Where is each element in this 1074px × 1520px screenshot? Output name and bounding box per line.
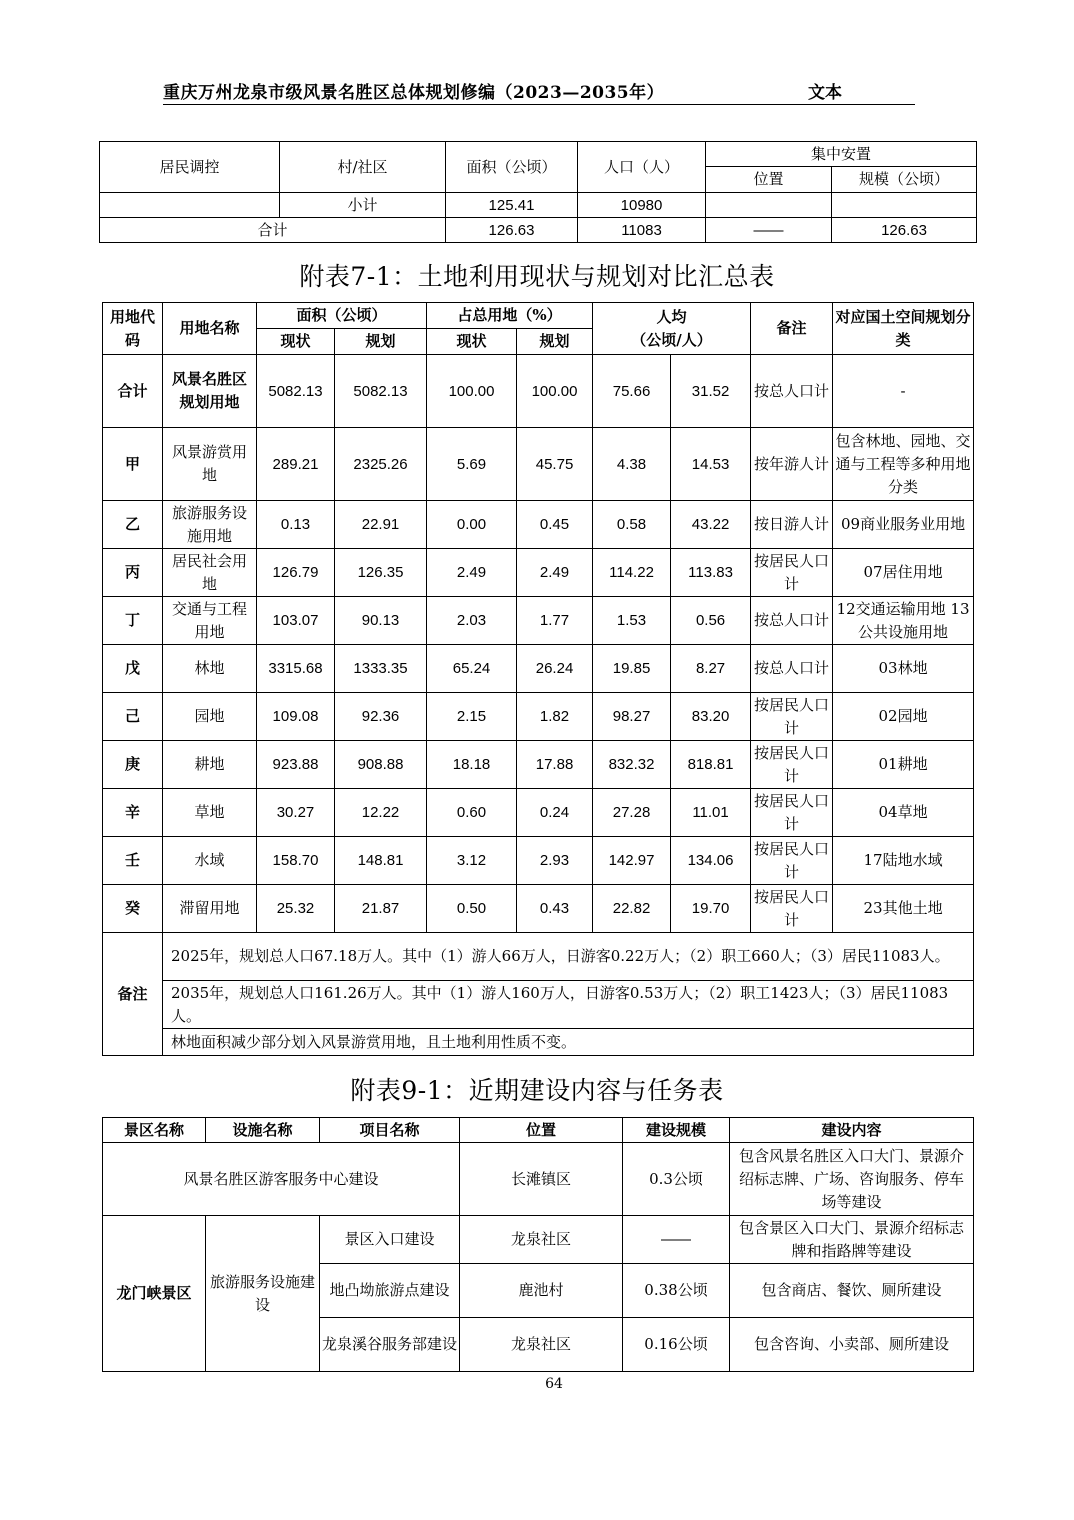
area-planned: 12.22 xyxy=(335,789,427,837)
land-use-row xyxy=(103,597,974,645)
visitor-center-scale: 0.3公顷 xyxy=(623,1143,730,1216)
header-share-planned: 规划 xyxy=(517,329,593,355)
table-7-1-caption: 附表7-1：土地利用现状与规划对比汇总表 xyxy=(299,262,775,291)
per-capita-planned: 0.56 xyxy=(671,597,751,645)
project-content: 包含景区入口大门、景源介绍标志牌和指路牌等建设 xyxy=(730,1216,974,1264)
header-village: 村/社区 xyxy=(280,142,446,193)
share-planned: 0.24 xyxy=(517,789,593,837)
share-planned: 0.45 xyxy=(517,501,593,549)
land-name: 风景游赏用地 xyxy=(163,428,257,501)
header-project-name: 项目名称 xyxy=(320,1118,460,1143)
header-area: 面积（公顷） xyxy=(446,142,578,193)
land-code: 乙 xyxy=(103,501,163,549)
area-planned: 5082.13 xyxy=(335,355,427,428)
per-capita-planned: 14.53 xyxy=(671,428,751,501)
area-planned: 148.81 xyxy=(335,837,427,885)
area-current: 158.70 xyxy=(257,837,335,885)
share-planned: 45.75 xyxy=(517,428,593,501)
land-name: 旅游服务设施用地 xyxy=(163,501,257,549)
subtotal-population: 10980 xyxy=(578,193,706,218)
project-name: 景区入口建设 xyxy=(320,1216,460,1264)
header-category: 居民调控 xyxy=(100,142,280,193)
per-capita-current: 98.27 xyxy=(593,693,671,741)
national-class: 包含林地、园地、交通与工程等多种用地分类 xyxy=(833,428,974,501)
project-scale: 0.38公顷 xyxy=(623,1264,730,1318)
header-note: 备注 xyxy=(751,303,833,355)
land-name: 林地 xyxy=(163,645,257,693)
area-planned: 2325.26 xyxy=(335,428,427,501)
residents-table xyxy=(99,141,977,243)
project-scale: —— xyxy=(623,1216,730,1264)
per-capita-planned: 818.81 xyxy=(671,741,751,789)
land-name: 园地 xyxy=(163,693,257,741)
land-use-row xyxy=(103,645,974,693)
facility-name: 旅游服务设施建设 xyxy=(206,1216,320,1372)
scenic-area-name: 龙门峡景区 xyxy=(103,1216,206,1372)
land-code: 丁 xyxy=(103,597,163,645)
land-code: 癸 xyxy=(103,885,163,933)
note: 按居民人口计 xyxy=(751,549,833,597)
share-current: 18.18 xyxy=(427,741,517,789)
share-current: 0.00 xyxy=(427,501,517,549)
area-current: 3315.68 xyxy=(257,645,335,693)
project-scale: 0.16公顷 xyxy=(623,1318,730,1372)
land-code: 壬 xyxy=(103,837,163,885)
area-planned: 22.91 xyxy=(335,501,427,549)
land-use-row xyxy=(103,355,974,428)
per-capita-current: 19.85 xyxy=(593,645,671,693)
table-9-1-caption: 附表9-1：近期建设内容与任务表 xyxy=(350,1076,724,1105)
header-area-name: 景区名称 xyxy=(103,1118,206,1143)
remarks-label: 备注 xyxy=(103,933,163,1056)
header-code: 用地代码 xyxy=(103,303,163,355)
subtotal-label: 小计 xyxy=(280,193,446,218)
national-class: 02园地 xyxy=(833,693,974,741)
note: 按年游人计 xyxy=(751,428,833,501)
total-position: —— xyxy=(706,218,832,243)
share-planned: 1.77 xyxy=(517,597,593,645)
header-build-content: 建设内容 xyxy=(730,1118,974,1143)
area-current: 289.21 xyxy=(257,428,335,501)
header-share: 占总用地（%） xyxy=(427,303,593,329)
share-planned: 2.93 xyxy=(517,837,593,885)
share-planned: 26.24 xyxy=(517,645,593,693)
share-planned: 1.82 xyxy=(517,693,593,741)
header-position: 位置 xyxy=(706,167,832,193)
project-name: 地凸坳旅游点建设 xyxy=(320,1264,460,1318)
share-current: 2.03 xyxy=(427,597,517,645)
share-current: 2.15 xyxy=(427,693,517,741)
share-planned: 17.88 xyxy=(517,741,593,789)
area-planned: 126.35 xyxy=(335,549,427,597)
national-class: 03林地 xyxy=(833,645,974,693)
per-capita-planned: 83.20 xyxy=(671,693,751,741)
header-area: 面积（公顷） xyxy=(257,303,427,329)
header-share-current: 现状 xyxy=(427,329,517,355)
land-use-row xyxy=(103,428,974,501)
total-scale: 126.63 xyxy=(832,218,977,243)
area-planned: 92.36 xyxy=(335,693,427,741)
share-current: 100.00 xyxy=(427,355,517,428)
blank-cell xyxy=(100,193,280,218)
subtotal-position xyxy=(706,193,832,218)
per-capita-current: 142.97 xyxy=(593,837,671,885)
remark-forest: 林地面积减少部分划入风景游赏用地，且土地利用性质不变。 xyxy=(163,1029,974,1056)
area-current: 0.13 xyxy=(257,501,335,549)
project-location: 龙泉社区 xyxy=(460,1318,623,1372)
header-per-capita-unit: （公顷/人） xyxy=(631,330,712,349)
header-build-scale: 建设规模 xyxy=(623,1118,730,1143)
area-current: 5082.13 xyxy=(257,355,335,428)
per-capita-planned: 19.70 xyxy=(671,885,751,933)
project-location: 龙泉社区 xyxy=(460,1216,623,1264)
area-current: 126.79 xyxy=(257,549,335,597)
per-capita-current: 22.82 xyxy=(593,885,671,933)
subtotal-area: 125.41 xyxy=(446,193,578,218)
area-planned: 908.88 xyxy=(335,741,427,789)
per-capita-current: 27.28 xyxy=(593,789,671,837)
note: 按居民人口计 xyxy=(751,741,833,789)
header-central-resettlement: 集中安置 xyxy=(706,142,977,167)
header-scale: 规模（公顷） xyxy=(832,167,977,193)
land-use-row xyxy=(103,549,974,597)
land-code: 丙 xyxy=(103,549,163,597)
land-use-row xyxy=(103,789,974,837)
land-use-row xyxy=(103,885,974,933)
national-class: 23其他土地 xyxy=(833,885,974,933)
note: 按居民人口计 xyxy=(751,885,833,933)
share-current: 3.12 xyxy=(427,837,517,885)
share-current: 0.50 xyxy=(427,885,517,933)
header-area-current: 现状 xyxy=(257,329,335,355)
header-name: 用地名称 xyxy=(163,303,257,355)
land-code: 合计 xyxy=(103,355,163,428)
area-planned: 90.13 xyxy=(335,597,427,645)
share-planned: 0.43 xyxy=(517,885,593,933)
area-current: 109.08 xyxy=(257,693,335,741)
land-use-table xyxy=(102,302,974,1056)
area-current: 103.07 xyxy=(257,597,335,645)
land-name: 交通与工程用地 xyxy=(163,597,257,645)
note: 按居民人口计 xyxy=(751,693,833,741)
total-label: 合计 xyxy=(100,218,446,243)
project-name: 龙泉溪谷服务部建设 xyxy=(320,1318,460,1372)
share-current: 0.60 xyxy=(427,789,517,837)
per-capita-current: 114.22 xyxy=(593,549,671,597)
national-class: 12交通运输用地 13公共设施用地 xyxy=(833,597,974,645)
land-code: 辛 xyxy=(103,789,163,837)
per-capita-current: 1.53 xyxy=(593,597,671,645)
header-population: 人口（人） xyxy=(578,142,706,193)
national-class: - xyxy=(833,355,974,428)
project-location: 鹿池村 xyxy=(460,1264,623,1318)
area-current: 30.27 xyxy=(257,789,335,837)
land-name: 风景名胜区规划用地 xyxy=(163,355,257,428)
document-title: 重庆万州龙泉市级风景名胜区总体规划修编（2023—2035年） xyxy=(163,83,665,103)
national-class: 09商业服务业用地 xyxy=(833,501,974,549)
document-type: 文本 xyxy=(808,83,842,103)
land-code: 庚 xyxy=(103,741,163,789)
header-per-capita-label: 人均 xyxy=(656,307,687,326)
land-use-row xyxy=(103,501,974,549)
national-class: 17陆地水域 xyxy=(833,837,974,885)
page-header xyxy=(163,78,915,105)
header-area-planned: 规划 xyxy=(335,329,427,355)
national-class: 04草地 xyxy=(833,789,974,837)
per-capita-current: 4.38 xyxy=(593,428,671,501)
share-current: 65.24 xyxy=(427,645,517,693)
national-class: 07居住用地 xyxy=(833,549,974,597)
subtotal-scale xyxy=(832,193,977,218)
remark-2035: 2035年，规划总人口161.26万人。其中（1）游人160万人，日游客0.53万人；（2）职工1423人；（3）居民11083人。 xyxy=(163,981,974,1029)
share-current: 2.49 xyxy=(427,549,517,597)
land-name: 草地 xyxy=(163,789,257,837)
header-facility-name: 设施名称 xyxy=(206,1118,320,1143)
note: 按日游人计 xyxy=(751,501,833,549)
remark-2025: 2025年，规划总人口67.18万人。其中（1）游人66万人，日游客0.22万人；（2）职工660人；（3）居民11083人。 xyxy=(163,933,974,981)
land-name: 水域 xyxy=(163,837,257,885)
header-location: 位置 xyxy=(460,1118,623,1143)
land-name: 居民社会用地 xyxy=(163,549,257,597)
project-content: 包含咨询、小卖部、厕所建设 xyxy=(730,1318,974,1372)
land-use-row xyxy=(103,693,974,741)
area-current: 923.88 xyxy=(257,741,335,789)
header-per-capita xyxy=(593,303,751,355)
project-content: 包含商店、餐饮、厕所建设 xyxy=(730,1264,974,1318)
note: 按总人口计 xyxy=(751,645,833,693)
per-capita-planned: 43.22 xyxy=(671,501,751,549)
area-current: 25.32 xyxy=(257,885,335,933)
per-capita-planned: 8.27 xyxy=(671,645,751,693)
share-planned: 100.00 xyxy=(517,355,593,428)
note: 按总人口计 xyxy=(751,597,833,645)
total-population: 11083 xyxy=(578,218,706,243)
page-number: 64 xyxy=(545,1376,563,1392)
per-capita-planned: 113.83 xyxy=(671,549,751,597)
note: 按总人口计 xyxy=(751,355,833,428)
header-national-class: 对应国土空间规划分类 xyxy=(833,303,974,355)
national-class: 01耕地 xyxy=(833,741,974,789)
per-capita-planned: 31.52 xyxy=(671,355,751,428)
per-capita-current: 832.32 xyxy=(593,741,671,789)
visitor-center-content: 包含风景名胜区入口大门、景源介绍标志牌、广场、咨询服务、停车场等建设 xyxy=(730,1143,974,1216)
share-current: 5.69 xyxy=(427,428,517,501)
share-planned: 2.49 xyxy=(517,549,593,597)
land-use-row xyxy=(103,741,974,789)
land-use-row xyxy=(103,837,974,885)
construction-table xyxy=(102,1117,974,1372)
area-planned: 1333.35 xyxy=(335,645,427,693)
note: 按居民人口计 xyxy=(751,837,833,885)
area-planned: 21.87 xyxy=(335,885,427,933)
land-code: 戊 xyxy=(103,645,163,693)
land-name: 耕地 xyxy=(163,741,257,789)
land-name: 滞留用地 xyxy=(163,885,257,933)
per-capita-planned: 134.06 xyxy=(671,837,751,885)
total-area: 126.63 xyxy=(446,218,578,243)
land-code: 甲 xyxy=(103,428,163,501)
per-capita-planned: 11.01 xyxy=(671,789,751,837)
note: 按居民人口计 xyxy=(751,789,833,837)
visitor-center-location: 长滩镇区 xyxy=(460,1143,623,1216)
visitor-center-project: 风景名胜区游客服务中心建设 xyxy=(103,1143,460,1216)
per-capita-current: 0.58 xyxy=(593,501,671,549)
per-capita-current: 75.66 xyxy=(593,355,671,428)
land-code: 己 xyxy=(103,693,163,741)
